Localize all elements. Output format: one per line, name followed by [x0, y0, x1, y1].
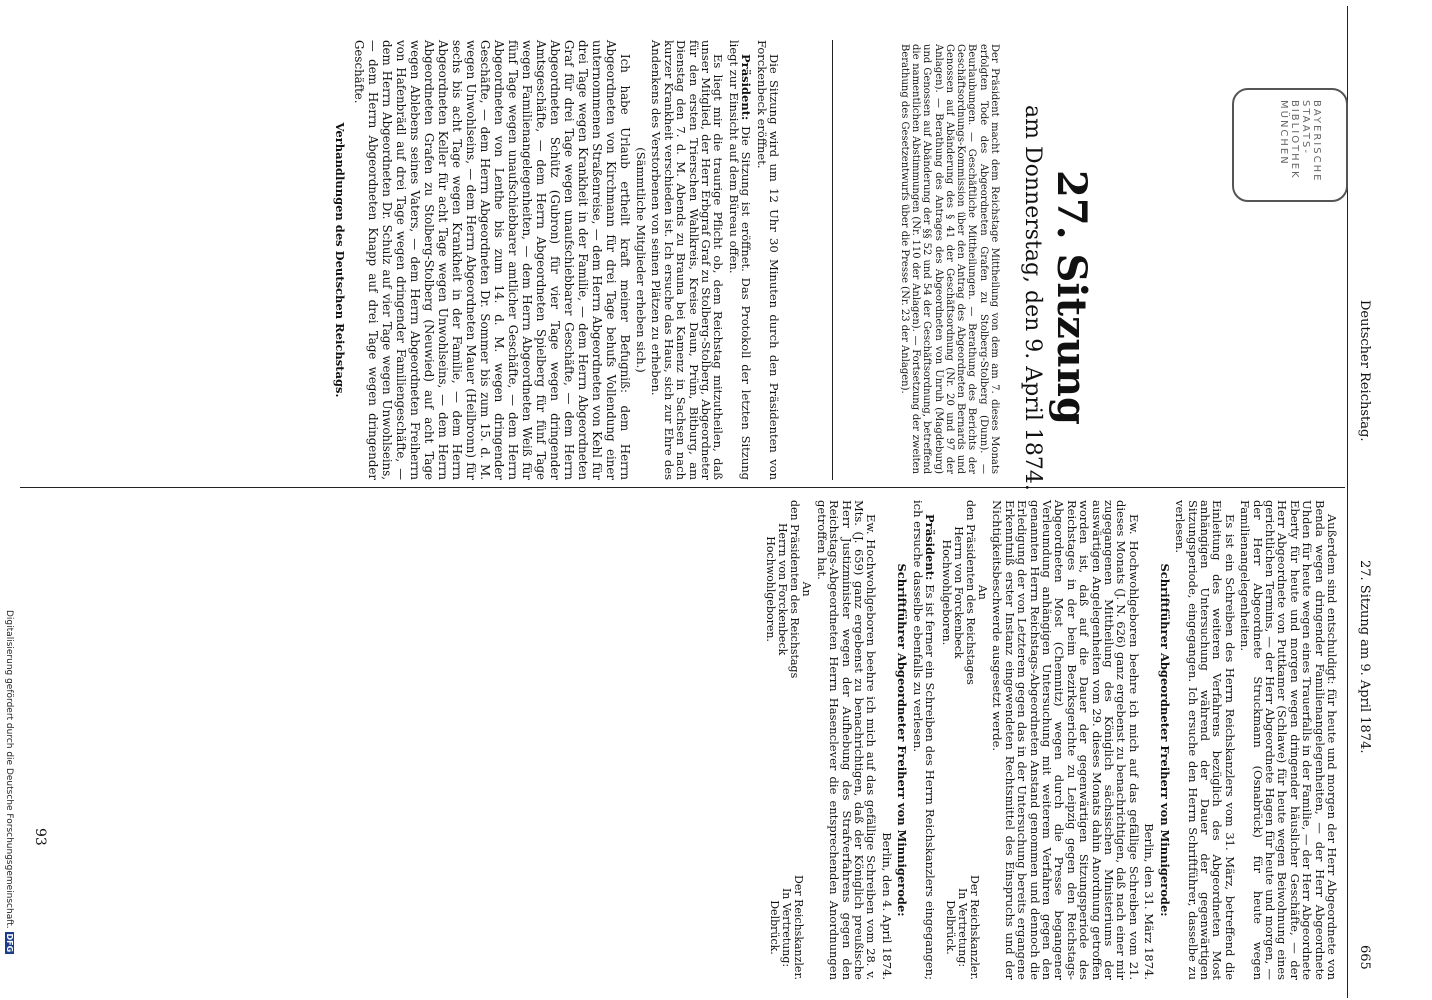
president-paragraph: Präsident: Die Sitzung ist eröffnet. Das Protokoll der letzten Sitzung liegt zur Einsicht auf dem Büreau offen. [726, 40, 754, 481]
letter-address [940, 500, 988, 980]
letter-body: Ew. Hochwohlgeboren beehre ich mich auf das gefällige Schreiben vom 21. dieses Monats (J. N. 626) ganz ergebenst zu benachrichtigen, daß nach einer mir zugegangenen Mittheilung des Königlich sächsischen Ministeriums der auswärtigen Angelegenheiten vom 29. dieses Monats dahin Anordnung getroffen worden ist, daß auf die Dauer der gegenwärtigen Sitzungsperiode des Reichstages in der beim Bezirksgerichte zu Leipzig gegen den Reichstags-Abgeordneten Most (Chemnitz) wegen durch die Presse begangener Verleumdung anhängigen Untersuchung mit weiterem Verfahren gegen den genannten Herrn Reichstags-Abgeordneten Anstand genommen und dennoch die Erledigung der von Letzterem gegen das in der Untersuchung bereits ergangene Erkenntniß erster Instanz eingewendeten Rechtsmittel des Einspruchs und der Nichtigkeitsbeschwerde ausgesetzt werde. [990, 500, 1141, 980]
stamp-line: STAATS- [1300, 100, 1311, 155]
summary-text: Der Präsident macht dem Reichstage Mittheilung von dem am 7. dieses Monats erfolgten Tode des Abgeordneten Grafen zu Stolberg-Stolberg (Dunn). — Beurlaubungen. — Geschäftliche Mittheilungen. — Berathung des Berichts der Geschäftsordnungs-Kommission über den Antrag des Abgeordneten Bernards und Genossen auf Abänderung des § 41 der Geschäftsordnung (Nr. 20 und 97 der Anlagen). — Berathung des Antrages des Abgeordneten von Unruh (Magdeburg) und Genossen auf Abänderung der §§ 52 und 54 der Geschäftsordnung, betreffend die namentlichen Abstimmungen (Nr. 110 der Anlagen). — Fortsetzung der zweiten Berathung des Gesetzentwurfs über die Presse (Nr. 23 der Anlagen). [898, 44, 1000, 474]
stamp-line: BIBLIOTHEK [1289, 100, 1300, 180]
excused-paragraph: Außerdem sind entschuldigt: für heute und morgen der Herr Abgeordnete von Benda wegen dringender Familienangelegenheiten, — der Herr Abgeordnete Uhden für heute wegen eines Trauerfalls in der Familie, — der Herr Abgeordnete Eberty für heute und morgen wegen dringender häuslicher Geschäfte, — der Herr Abgeordnete von Puttkamer (Schlawe) für heute wegen Beiwohnung eines gerichtlichen Termins, — der Herr Abgeordnete Hagen für heute und morgen, — der Herr Abgeordnete Struckmann (Osnabrück) für heute wegen Familienangelegenheiten. [1238, 500, 1339, 980]
signature-line: Der Reichskanzler. [792, 875, 806, 980]
opening-paragraph: Die Sitzung wird um 12 Uhr 30 Minuten durch den Präsidenten von Forckenbeck eröffnet. [754, 40, 781, 480]
stamp-line: MÜNCHEN [1278, 100, 1289, 166]
signature-line: Der Reichskanzler. [968, 875, 982, 980]
signature-line: In Vertretung: [956, 887, 970, 968]
sheet-number: 93 [32, 828, 48, 846]
speaker-label: Präsident: [923, 514, 938, 581]
stamp-line: BAYERISCHE [1311, 100, 1322, 183]
letter-body-2: Ew. Hochwohlgeboren beehre ich mich auf das gefällige Schreiben vom 28. v. Mts. (J. 659) ganz ergebenst zu benachrichtigen, daß der Königlich preußische Herr Justizminister wegen der Aufhebung des Strafverfahrens gegen den Reichstags-Abgeordneten Herrn Hasenclever die entsprechenden Anordnungen getroffen hat. [814, 500, 879, 980]
stage-direction: (Sämmtliche Mitglieder erheben sich.) [633, 147, 648, 373]
letter-date-2: Berlin, den 4. April 1874. [879, 832, 894, 980]
footer-book-title: Verhandlungen des Deutschen Reichstags. [332, 122, 347, 398]
signature-line: Delbrück. [944, 900, 958, 955]
running-session: 27. Sitzung am 9. April 1874. [1357, 560, 1372, 754]
address-line: An [976, 584, 990, 600]
left-body [330, 40, 780, 480]
letter-address-2 [764, 500, 812, 980]
address-line: Herrn von Forckenbeck [952, 526, 966, 659]
digitization-note: Digitalisierung gefördert durch die Deutsche Forschungsgemeinschaft. DFG [4, 610, 14, 953]
library-stamp [1232, 88, 1348, 202]
session-date: am Donnerstag, den 9. April 1874. [1020, 105, 1045, 491]
secretary-label: Schriftführer Abgeordneter Freiherr von Minnigerode: [1157, 563, 1172, 917]
letter-date: Berlin, den 31. März 1874. [1142, 823, 1157, 980]
running-title: Deutscher Reichstag. [1357, 300, 1372, 442]
address-line: Hochwohlgeboren. [764, 536, 778, 642]
address-line: den Präsidenten des Reichstages [964, 500, 978, 685]
session-heading: 27. Sitzung [1048, 170, 1095, 425]
column-divider [20, 487, 1345, 488]
signature-line: Delbrück. [768, 900, 782, 955]
heading-rule [832, 40, 833, 480]
address-line: An [800, 581, 814, 597]
address-line: Hochwohlgeboren. [940, 539, 954, 646]
signature-line: In Vertretung: [780, 887, 794, 968]
address-line: den Präsidenten des Reichstags [788, 500, 802, 679]
letter-intro-paragraph: Es ist ein Schreiben des Herrn Reichskanzlers vom 31. März, betreffend die Einleitung des weiteren Verfahrens bezüglich des Abgeordneten Most anhängigen Untersuchung während der Dauer der gegenwärtigen Sitzungsperiode, eingegangen. Ich ersuche den Herrn Schriftführer, dasselbe zu verlesen. [1173, 500, 1237, 980]
obituary-paragraph: Es liegt mir die traurige Pflicht ob, dem Reichstag mitzutheilen, daß unser Mitglied, der Herr Erbgraf Graf zu Stolberg-Stolberg, Abgeordneter für den ersten Trierschen Wahlkreis, Kreise Daun, Prüm, Bitburg, am Dienstag den 7. d. M. Abends zu Brauna bei Kamenz in Sachsen nach kurzer Krankheit verschieden ist. Ich ersuche das Haus, sich zur Ehre des Andenkens des Verstorbenen von seinen Plätzen zu erheben. [649, 40, 726, 480]
secretary-label-2: Schriftführer Abgeordneter Freiherr von Minnigerode: [895, 563, 910, 917]
page-number: 665 [1357, 945, 1372, 970]
right-body [764, 500, 1338, 980]
summary-block [895, 44, 1000, 474]
leave-paragraph: Ich habe Urlaub ertheilt kraft meiner Befugniß: dem Herrn Abgeordneten von Kirchmann für drei Tage behufs Vollendung einer unternommenen Straßenreise, — dem Herrn Abgeordneten von Kehl für drei Tage wegen Krankheit in der Familie, — dem Herrn Abgeordneten Graf für drei Tage wegen unaufschiebbarer Geschäfte, — dem Herrn Abgeordneten Schütz (Gubron) für vier Tage wegen dringender Amtsgeschäfte, — dem Herrn Abgeordneten Spielberg für fünf Tage wegen Familienangelegenheiten, — dem Herrn Abgeordneten Weiß für fünf Tage wegen unaufschiebbarer amtlicher Geschäfte, — dem Herrn Abgeordneten von Lenthe bis zum 14. d. M. wegen dringender Geschäfte, — dem Herrn Abgeordneten Dr. Sommer bis zum 15. d. M. wegen Unwohlseins, — dem Herrn Abgeordneten Mauer (Heilbronn) für sechs bis acht Tage wegen Krankheit in der Familie, — dem Herrn Abgeordneten Keller für acht Tage wegen Unwohlseins, — dem Herrn Abgeordneten Grafen zu Stolberg-Stolberg (Neuwied) auf acht Tage wegen Ablebens seines Vaters, — dem Herrn Abgeordneten Freiherrn von Hafenbrädl auf drei Tage wegen dringender Familiengeschäfte, — dem Herrn Abgeordneten Dr. Schulz auf vier Tage wegen Unwohlseins, — dem Herrn Abgeordneten Knapp auf drei Tage wegen dringender Geschäfte. [351, 40, 632, 480]
president-paragraph-2: Präsident: Es ist ferner ein Schreiben des Herrn Reichskanzlers eingegangen; ich ersuche dasselbe ebenfalls zu verlesen. [910, 500, 938, 980]
dfg-logo: DFG [5, 933, 14, 953]
address-line: Herrn von Forckenbeck [776, 522, 790, 656]
speaker-label: Präsident: [739, 54, 754, 121]
